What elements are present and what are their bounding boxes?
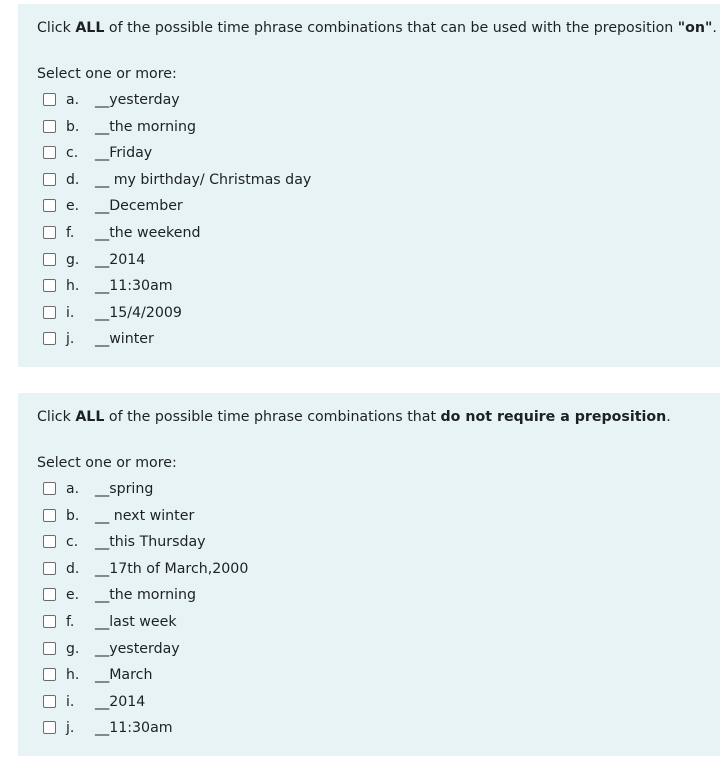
answer-options (18, 87, 720, 353)
prompt-text: of the possible time phrase combinations that (104, 409, 441, 425)
checkbox[interactable] (43, 482, 56, 495)
checkbox[interactable] (43, 615, 56, 628)
option-letter: g. (66, 251, 80, 268)
option-label[interactable]: __spring (95, 481, 154, 497)
answer-option[interactable] (18, 326, 720, 353)
option-label[interactable]: __11:30am (95, 720, 173, 737)
prompt-text: Click (37, 20, 76, 36)
checkbox[interactable] (43, 199, 56, 212)
option-label[interactable]: __ next winter (95, 507, 195, 524)
prompt-emphasis: ALL (75, 20, 105, 36)
option-label[interactable]: __2014 (95, 251, 146, 268)
answer-option[interactable] (18, 503, 720, 530)
checkbox[interactable] (43, 668, 56, 681)
answer-option[interactable] (18, 87, 720, 114)
option-label[interactable]: __yesterday (95, 92, 180, 108)
checkbox[interactable] (43, 721, 56, 734)
checkbox[interactable] (43, 226, 56, 239)
question-2 (18, 393, 720, 756)
answer-option[interactable] (18, 247, 720, 274)
checkbox[interactable] (43, 279, 56, 292)
answer-option[interactable] (18, 609, 720, 636)
checkbox[interactable] (43, 306, 56, 319)
option-letter: c. (66, 534, 79, 551)
select-hint: Select one or more: (37, 455, 177, 471)
option-label[interactable]: __last week (95, 613, 177, 630)
prompt-emphasis: ALL (75, 409, 105, 425)
option-label[interactable]: __15/4/2009 (95, 304, 182, 321)
prompt-text: . (712, 20, 717, 36)
option-letter: i. (66, 693, 75, 710)
answer-option[interactable] (18, 715, 720, 742)
option-letter: h. (66, 667, 80, 684)
option-letter: f. (66, 613, 75, 630)
checkbox[interactable] (43, 93, 56, 106)
answer-option[interactable] (18, 662, 720, 689)
answer-options (18, 476, 720, 742)
option-letter: g. (66, 640, 80, 657)
option-label[interactable]: __March (95, 667, 153, 684)
answer-option[interactable] (18, 689, 720, 716)
answer-option[interactable] (18, 167, 720, 194)
checkbox[interactable] (43, 509, 56, 522)
answer-option[interactable] (18, 193, 720, 220)
checkbox[interactable] (43, 535, 56, 548)
option-letter: j. (66, 331, 75, 348)
answer-option[interactable] (18, 140, 720, 167)
option-letter: i. (66, 304, 75, 321)
question-1-prompt (37, 19, 717, 37)
option-label[interactable]: __December (95, 198, 183, 215)
option-letter: b. (66, 118, 80, 135)
option-label[interactable]: __11:30am (95, 278, 173, 295)
option-letter: c. (66, 145, 79, 162)
option-label[interactable]: __the morning (95, 587, 196, 604)
answer-option[interactable] (18, 300, 720, 327)
option-label[interactable]: __17th of March,2000 (95, 560, 249, 577)
checkbox[interactable] (43, 695, 56, 708)
option-letter: e. (66, 198, 80, 215)
prompt-emphasis: do not require a preposition (440, 409, 667, 425)
question-1 (18, 4, 720, 367)
checkbox[interactable] (43, 173, 56, 186)
option-label[interactable]: __winter (95, 331, 154, 348)
option-label[interactable]: __the weekend (95, 224, 201, 241)
answer-option[interactable] (18, 220, 720, 247)
option-label[interactable]: __Friday (95, 145, 153, 162)
option-letter: h. (66, 278, 80, 295)
option-letter: a. (66, 92, 80, 108)
prompt-emphasis: "on" (677, 20, 713, 36)
option-letter: b. (66, 507, 80, 524)
option-label[interactable]: __this Thursday (95, 534, 206, 551)
answer-option[interactable] (18, 273, 720, 300)
select-hint: Select one or more: (37, 66, 177, 82)
checkbox[interactable] (43, 588, 56, 601)
option-label[interactable]: __yesterday (95, 640, 180, 657)
answer-option[interactable] (18, 636, 720, 663)
option-letter: d. (66, 560, 80, 577)
option-letter: d. (66, 171, 80, 188)
checkbox[interactable] (43, 253, 56, 266)
checkbox[interactable] (43, 332, 56, 345)
answer-option[interactable] (18, 582, 720, 609)
answer-option[interactable] (18, 476, 720, 503)
prompt-text: . (666, 409, 671, 425)
option-label[interactable]: __2014 (95, 693, 146, 710)
answer-option[interactable] (18, 556, 720, 583)
prompt-text: Click (37, 409, 76, 425)
option-letter: e. (66, 587, 80, 604)
option-letter: f. (66, 224, 75, 241)
option-letter: j. (66, 720, 75, 737)
option-letter: a. (66, 481, 80, 497)
checkbox[interactable] (43, 146, 56, 159)
checkbox[interactable] (43, 642, 56, 655)
question-2-prompt (37, 408, 671, 426)
answer-option[interactable] (18, 114, 720, 141)
prompt-text: of the possible time phrase combinations that can be used with the preposition (104, 20, 678, 36)
option-label[interactable]: __ my birthday/ Christmas day (95, 171, 312, 188)
answer-option[interactable] (18, 529, 720, 556)
checkbox[interactable] (43, 562, 56, 575)
checkbox[interactable] (43, 120, 56, 133)
option-label[interactable]: __the morning (95, 118, 196, 135)
